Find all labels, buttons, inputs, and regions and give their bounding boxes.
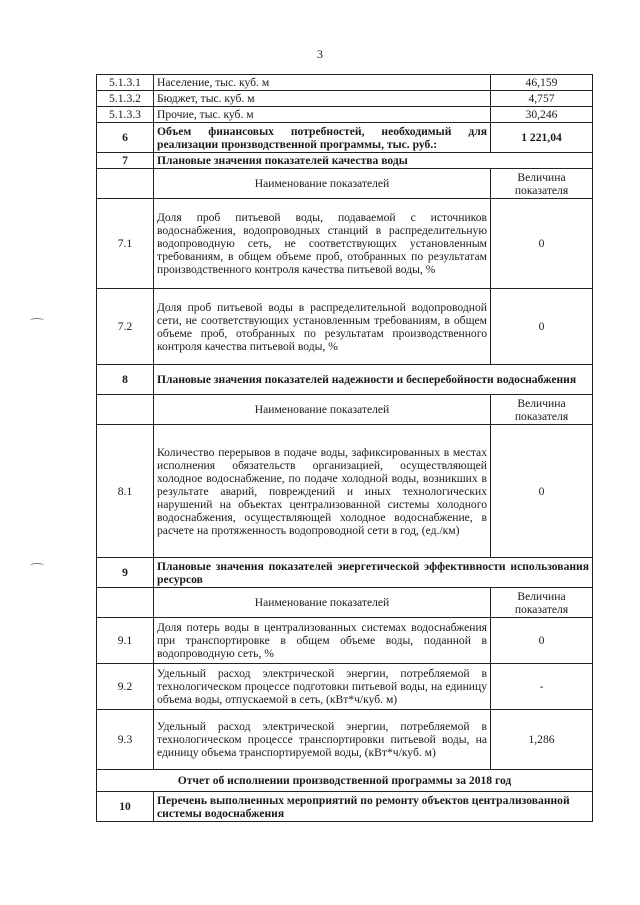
row-number: 5.1.3.2 [97,91,154,107]
section-title: Плановые значения показателей энергетической эффективности использования ресурсов [154,558,593,588]
table-row [97,289,593,365]
row-text: Объем финансовых потребностей, необходимый для реализации производственной программы, тыс. руб.: [154,123,491,153]
margin-mark [30,318,44,323]
margin-mark [30,563,44,568]
table-row [97,618,593,664]
header-row [97,395,593,425]
section-number: 8 [97,365,154,395]
row-value: 1,286 [491,710,593,770]
row-value: 0 [491,199,593,289]
report-row [97,770,593,792]
header-name: Наименование показателей [154,395,491,425]
section-row [97,153,593,169]
table-row [97,107,593,123]
empty-cell [97,588,154,618]
header-name: Наименование показателей [154,588,491,618]
row-text: Доля проб питьевой воды в распределительной водопроводной сети, не соответствующих установленным требованиям, в общем объеме проб, отобранных по результатам производственного контроля качества питьевой воды, % [154,289,491,365]
page-number: 3 [317,47,323,61]
table-row [97,664,593,710]
row-value: - [491,664,593,710]
row-text: Количество перерывов в подаче воды, зафиксированных в местах исполнения обязательств организацией, осуществляющей холодное водоснабжение, по подаче холодной воды, возникших в результате аварий, повреждений и иных технологических нарушений на объектах централизованной системы холодного водоснабжения, осуществляющей холодное водоснабжение, в расчете на протяженность водопроводной сети в год, (ед./км) [154,425,491,558]
empty-cell [97,395,154,425]
table-row [97,425,593,558]
row-value: 0 [491,425,593,558]
row-value: 1 221,04 [491,123,593,153]
section-number: 9 [97,558,154,588]
row-text: Удельный расход электрической энергии, потребляемой в технологическом процессе подготовки питьевой воды, на единицу объема воды, отпускаемой в сеть, (кВт*ч/куб. м) [154,664,491,710]
row-value: 4,757 [491,91,593,107]
report-title: Отчет об исполнении производственной программы за 2018 год [97,770,593,792]
section-row [97,792,593,822]
row-value: 0 [491,618,593,664]
table-row [97,75,593,91]
section-number: 10 [97,792,154,822]
row-number: 8.1 [97,425,154,558]
row-number: 7.1 [97,199,154,289]
row-value: 0 [491,289,593,365]
section-number: 7 [97,153,154,169]
row-text: Доля потерь воды в централизованных системах водоснабжения при транспортировке в общем объеме воды, поданной в водопроводную сеть, % [154,618,491,664]
row-text: Население, тыс. куб. м [154,75,491,91]
row-text: Удельный расход электрической энергии, потребляемой в технологическом процессе транспортировки питьевой воды, на единицу объема транспортируемой воды, (кВт*ч/куб. м) [154,710,491,770]
header-row [97,169,593,199]
section-row [97,365,593,395]
section-title: Плановые значения показателей качества воды [154,153,593,169]
indicators-table [96,74,593,822]
row-number: 9.3 [97,710,154,770]
empty-cell [97,169,154,199]
header-name: Наименование показателей [154,169,491,199]
table-row [97,199,593,289]
table-row [97,91,593,107]
header-row [97,588,593,618]
header-value: Величина показателя [491,169,593,199]
row-number: 9.2 [97,664,154,710]
header-value: Величина показателя [491,395,593,425]
table-row [97,710,593,770]
section-title: Плановые значения показателей надежности и бесперебойности водоснабжения [154,365,593,395]
header-value: Величина показателя [491,588,593,618]
row-text: Прочие, тыс. куб. м [154,107,491,123]
row-value: 30,246 [491,107,593,123]
row-number: 9.1 [97,618,154,664]
row-number: 5.1.3.3 [97,107,154,123]
section-row [97,558,593,588]
row-number: 7.2 [97,289,154,365]
row-text: Бюджет, тыс. куб. м [154,91,491,107]
row-text: Доля проб питьевой воды, подаваемой с источников водоснабжения, водопроводных станций в распределительную водопроводную сеть, не соответствующих установленным требованиям, в общем объеме проб, отобранных по результатам производственного контроля качества питьевой воды, % [154,199,491,289]
row-number: 6 [97,123,154,153]
section-title: Перечень выполненных мероприятий по ремонту объектов централизованной системы водоснабжения [154,792,593,822]
table-row [97,123,593,153]
row-number: 5.1.3.1 [97,75,154,91]
row-value: 46,159 [491,75,593,91]
